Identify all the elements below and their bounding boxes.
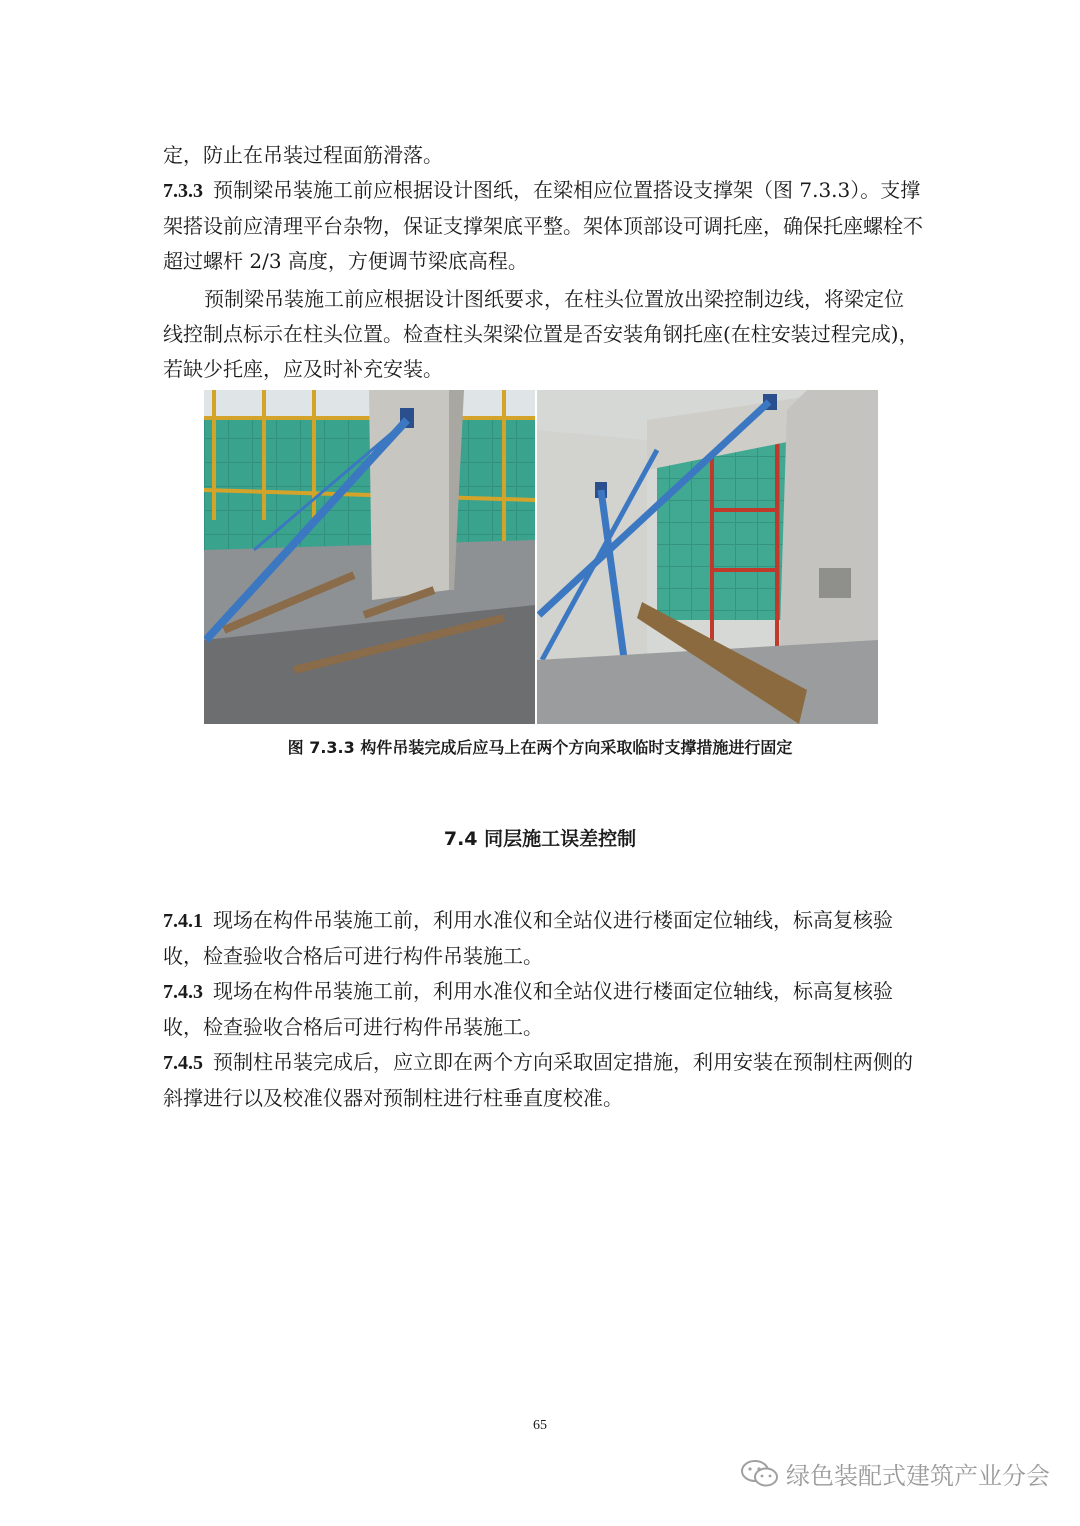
paragraph-beam-positioning: 预制梁吊装施工前应根据设计图纸要求，在柱头位置放出梁控制边线，将梁定位线控制点标示在柱头位置。检查柱头架梁位置是否安装角钢托座(在柱安装过程完成)，若缺少托座，应及时补充安装。 — [163, 287, 919, 381]
watermark-text: 绿色装配式建筑产业分会 — [786, 1462, 1050, 1490]
wechat-icon — [740, 1458, 780, 1490]
clause-number: 7.4.3 — [163, 981, 203, 1003]
figure-caption: 图 7.3.3 构件吊装完成后应马上在两个方向采取临时支撑措施进行固定 — [287, 738, 793, 757]
photo-right-beam-support — [537, 390, 878, 724]
clause-text: 预制梁吊装施工前应根据设计图纸，在梁相应位置搭设支撑架（图 7.3.3）。支撑架搭设前应清理平台杂物，保证支撑架底平整。架体顶部设可调托座，确保托座螺栓不超过螺杆 2/3 高度，方便调节梁底高程。 — [163, 178, 923, 273]
clause-text: 预制柱吊装完成后，应立即在两个方向采取固定措施，利用安装在预制柱两侧的斜撑进行以及校准仪器对预制柱进行柱垂直度校准。 — [163, 1050, 913, 1110]
paragraph-7-4-5 — [163, 1045, 923, 1116]
watermark — [740, 1456, 1050, 1491]
figure-photos — [204, 390, 878, 724]
section-title: 7.4 同层施工误差控制 — [443, 828, 637, 850]
paragraph-7-4-3 — [163, 974, 923, 1045]
page-number: 65 — [533, 1418, 547, 1433]
paragraph-7-4-1 — [163, 903, 923, 974]
clause-number: 7.4.1 — [163, 910, 203, 932]
paragraph-continuation: 定，防止在吊装过程面筋滑落。 — [163, 143, 443, 167]
clause-text: 现场在构件吊装施工前，利用水准仪和全站仪进行楼面定位轴线，标高复核验收，检查验收合格后可进行构件吊装施工。 — [163, 908, 893, 968]
clause-number: 7.3.3 — [163, 180, 203, 202]
paragraph-7-3-3 — [163, 173, 923, 279]
clause-text: 现场在构件吊装施工前，利用水准仪和全站仪进行楼面定位轴线，标高复核验收，检查验收合格后可进行构件吊装施工。 — [163, 979, 893, 1039]
clause-number: 7.4.5 — [163, 1052, 203, 1074]
photo-left-column-braces — [204, 390, 535, 724]
